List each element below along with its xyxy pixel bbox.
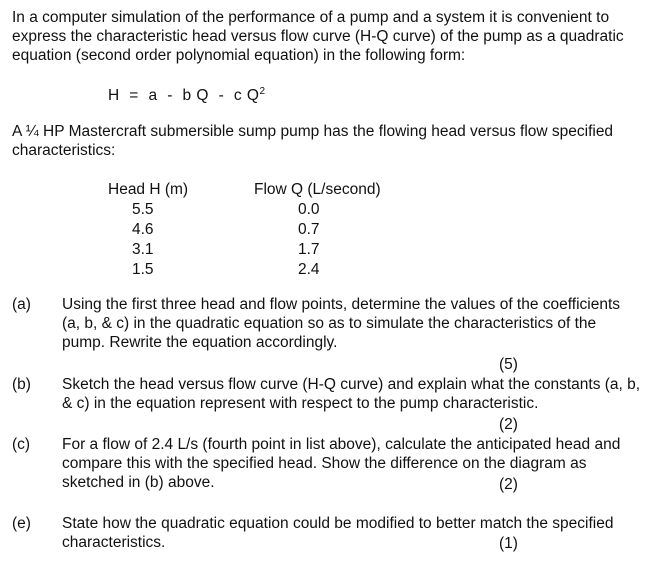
quadratic-equation <box>108 86 266 105</box>
head-value: 4.6 <box>132 221 154 238</box>
head-column <box>108 180 208 280</box>
question-text: State how the quadratic equation could be modified to better match the specified characteristics. <box>62 515 614 551</box>
question-label: (c) <box>12 436 31 453</box>
question-label: (b) <box>12 376 31 393</box>
intro-paragraph: In a computer simulation of the performance of a pump and a system it is convenient to express the characteristic head versus flow curve (H-Q curve) of the pump as a quadratic equation (second order polynomial equation) in the following form: <box>12 9 624 64</box>
question-marks: (2) <box>499 476 518 493</box>
flow-value: 1.7 <box>298 241 320 258</box>
equation-main: H = a - b Q - c Q <box>108 87 260 104</box>
flow-value: 0.0 <box>298 201 320 218</box>
flow-value: 0.7 <box>298 221 320 238</box>
question-label: (a) <box>12 296 31 313</box>
head-value: 1.5 <box>132 261 154 278</box>
flow-value: 2.4 <box>298 261 320 278</box>
question-marks: (2) <box>499 416 518 433</box>
flow-header: Flow Q (L/second) <box>254 181 381 198</box>
question-marks: (1) <box>499 535 518 552</box>
question-text: Sketch the head versus flow curve (H-Q curve) and explain what the constants (a, b, & c) in the equation represent with respect to the pump characteristic. <box>62 376 641 412</box>
flow-column <box>254 180 404 280</box>
head-value: 3.1 <box>132 241 154 258</box>
question-text: Using the first three head and flow points, determine the values of the coefficients (a, b, & c) in the quadratic equation so as to simulate the characteristics of the pump. Rewrite the equation accordingly. <box>62 296 621 351</box>
equation-exponent: 2 <box>259 86 266 97</box>
head-header: Head H (m) <box>108 181 189 198</box>
question-marks: (5) <box>499 356 518 373</box>
head-value: 5.5 <box>132 201 154 218</box>
pump-description: A ¼ HP Mastercraft submersible sump pump has the flowing head versus flow specified characteristics: <box>12 123 614 159</box>
question-text: For a flow of 2.4 L/s (fourth point in list above), calculate the anticipated head and compare this with the specified head. Show the difference on the diagram as sketched in (b) above. <box>62 436 621 491</box>
question-label: (e) <box>12 515 31 532</box>
